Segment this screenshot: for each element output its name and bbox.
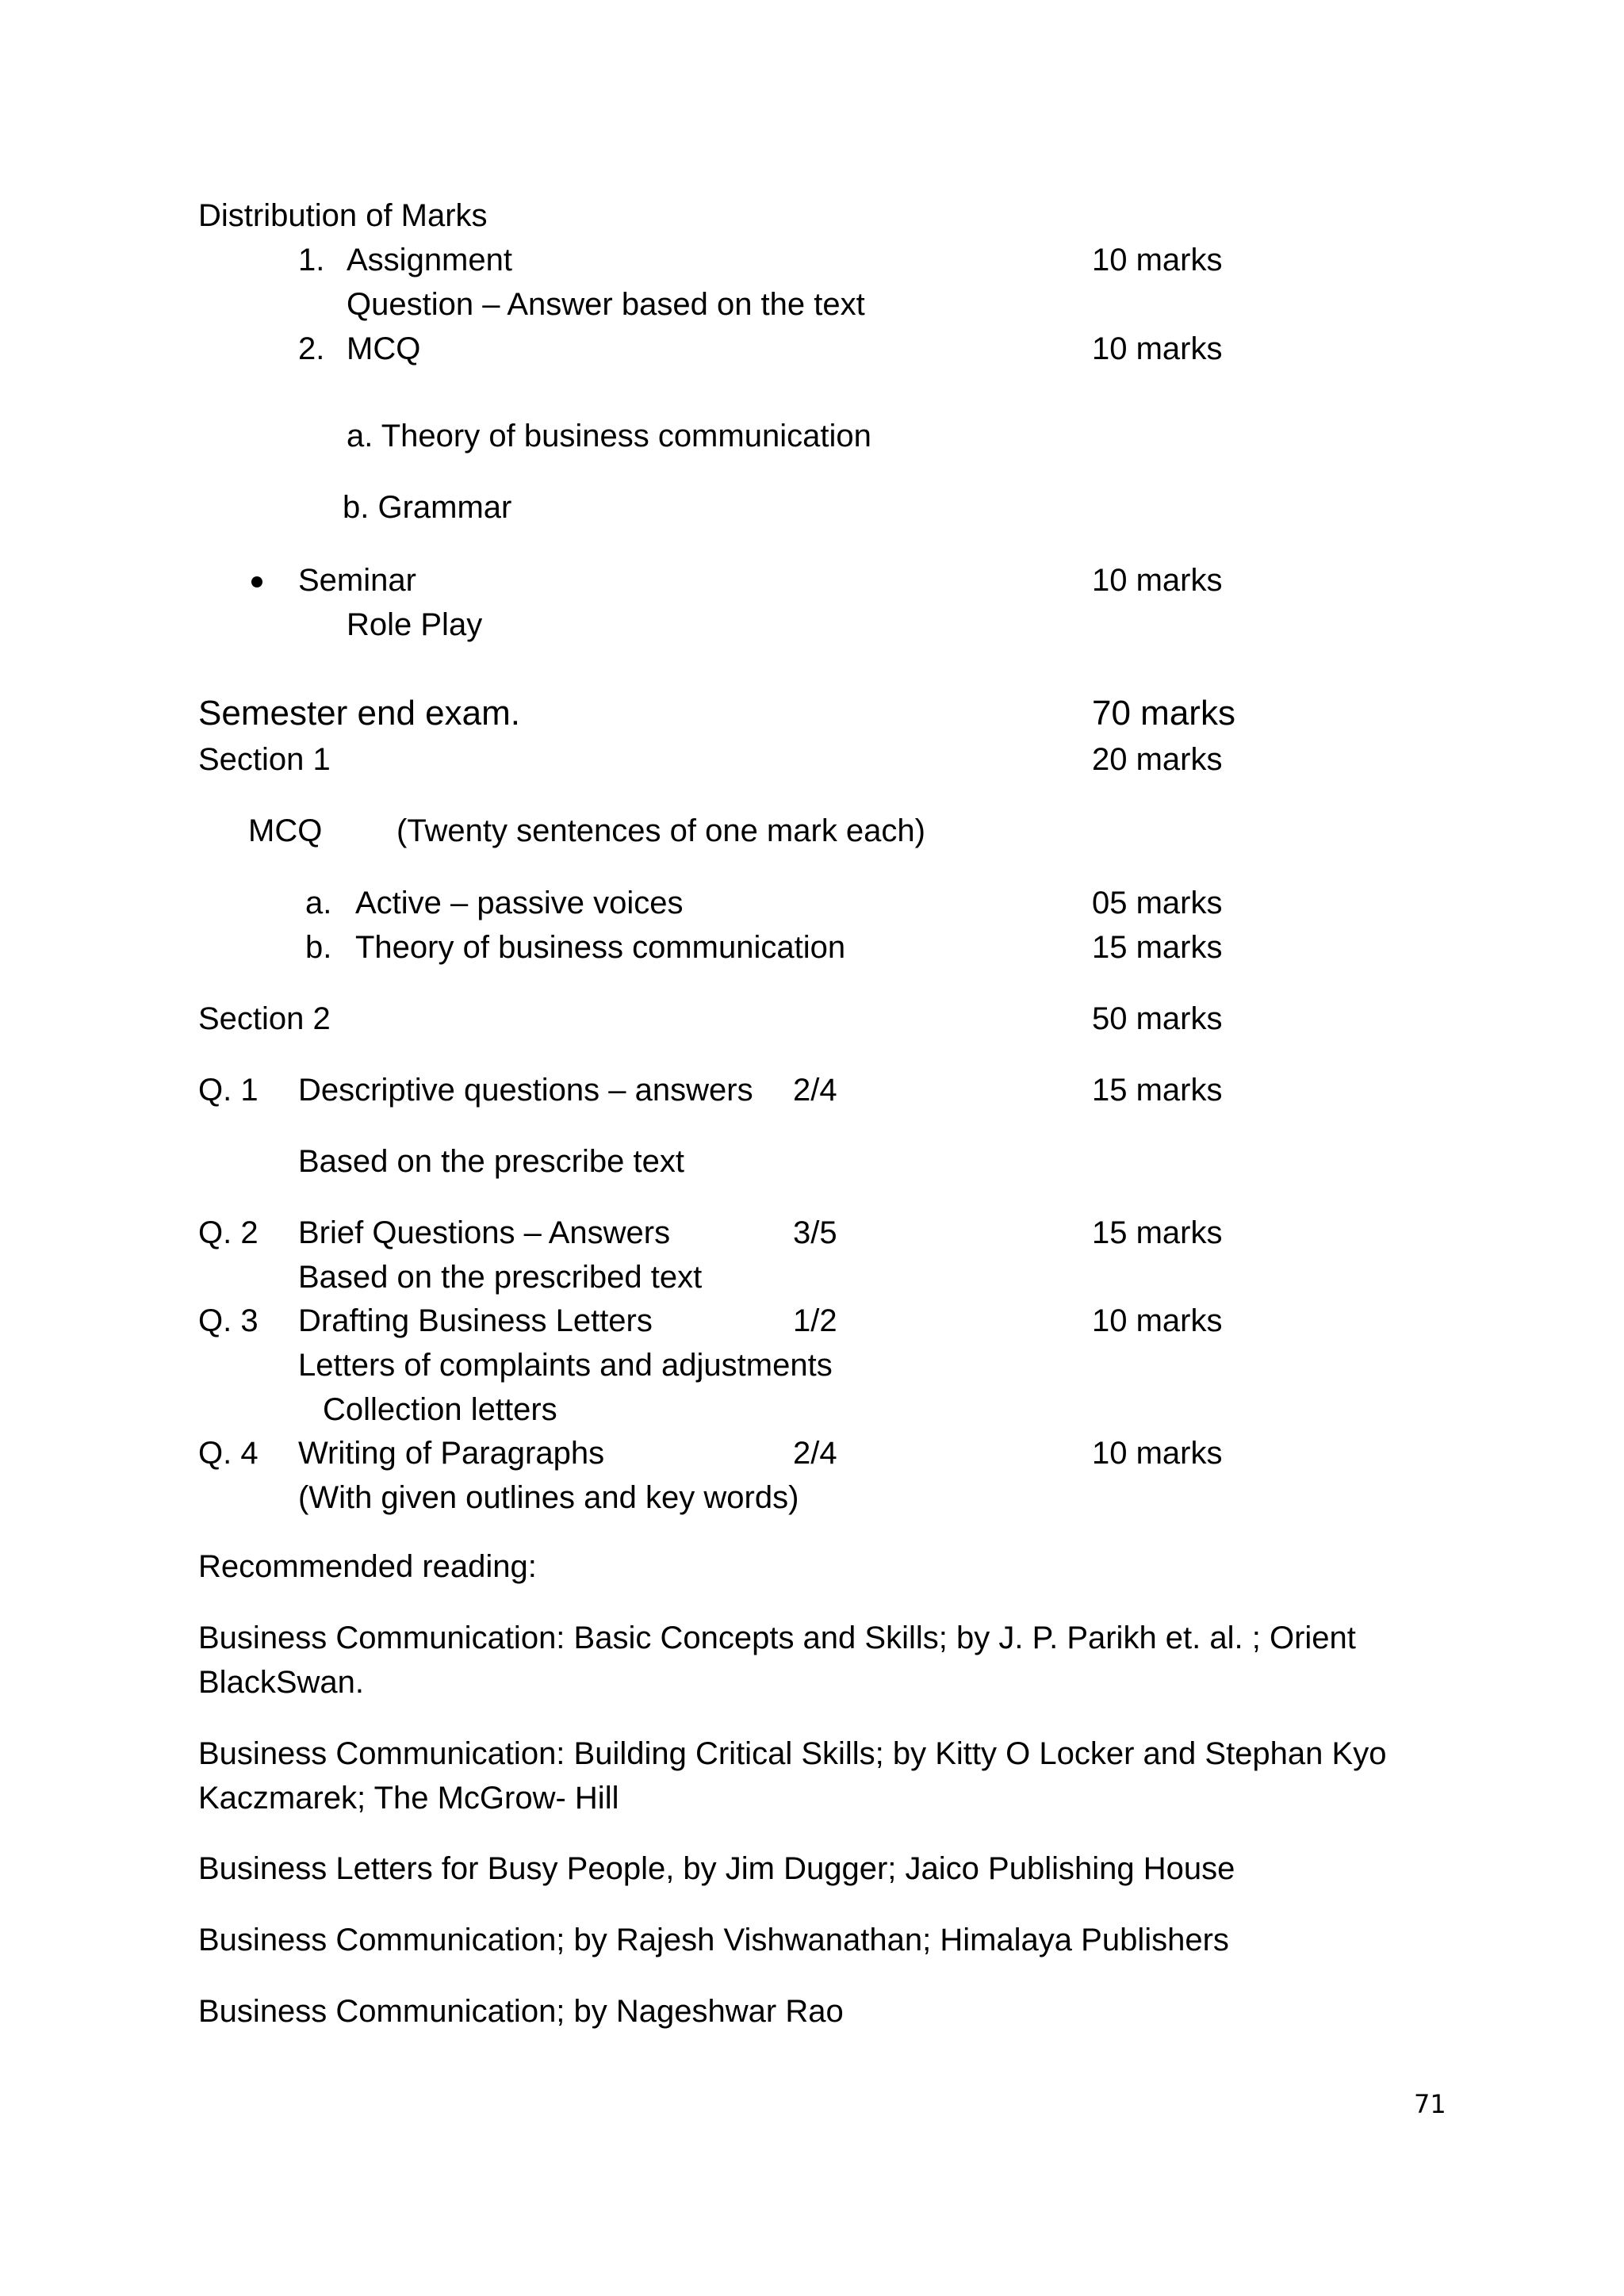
mcq-sub-b: b. Grammar — [343, 490, 512, 525]
q4-sub: (With given outlines and key words) — [298, 1480, 799, 1515]
section2-marks: 50 marks — [1092, 1001, 1223, 1036]
distribution-heading: Distribution of Marks — [198, 198, 488, 233]
q3-sub2: Collection letters — [323, 1392, 557, 1427]
q1-number: Q. 1 — [198, 1073, 259, 1108]
item2-number: 2. — [298, 331, 325, 366]
item2-label: MCQ — [347, 331, 421, 366]
seminar-label: Seminar — [298, 563, 416, 598]
reading-ref3: Business Letters for Busy People, by Jim Dugger; Jaico Publishing House — [198, 1851, 1235, 1886]
item1-number: 1. — [298, 243, 325, 277]
section1-a-marks: 05 marks — [1092, 886, 1223, 920]
semester-label: Semester end exam. — [198, 694, 520, 733]
q3-text: Drafting Business Letters — [298, 1303, 653, 1338]
q2-choice: 3/5 — [793, 1215, 837, 1250]
section1-mcq: MCQ — [248, 813, 323, 848]
item1-sub: Question – Answer based on the text — [347, 287, 865, 322]
q3-number: Q. 3 — [198, 1303, 259, 1338]
bullet-icon — [251, 576, 262, 587]
q2-sub: Based on the prescribed text — [298, 1260, 703, 1295]
q4-marks: 10 marks — [1092, 1436, 1223, 1471]
q1-text: Descriptive questions – answers — [298, 1073, 753, 1108]
reading-ref1-line1: Business Communication: Basic Concepts and Skills; by J. P. Parikh et. al. ; Orient — [198, 1621, 1356, 1655]
section1-mcq-note: (Twenty sentences of one mark each) — [396, 813, 925, 848]
q3-sub1: Letters of complaints and adjustments — [298, 1348, 833, 1383]
q4-text: Writing of Paragraphs — [298, 1436, 605, 1471]
item1-label: Assignment — [347, 243, 512, 277]
section1-b-letter: b. — [305, 930, 332, 965]
reading-heading: Recommended reading: — [198, 1549, 537, 1584]
q1-marks: 15 marks — [1092, 1073, 1223, 1108]
seminar-marks: 10 marks — [1092, 563, 1223, 598]
seminar-sub: Role Play — [347, 607, 483, 642]
semester-marks: 70 marks — [1092, 694, 1235, 733]
section1-marks: 20 marks — [1092, 742, 1223, 777]
section1-b-marks: 15 marks — [1092, 930, 1223, 965]
page-number: 71 — [1414, 2089, 1446, 2119]
q3-choice: 1/2 — [793, 1303, 837, 1338]
section1-b-text: Theory of business communication — [355, 930, 846, 965]
q2-number: Q. 2 — [198, 1215, 259, 1250]
item2-marks: 10 marks — [1092, 331, 1223, 366]
section1-a-text: Active – passive voices — [355, 886, 684, 920]
reading-ref2-line1: Business Communication: Building Critical Skills; by Kitty O Locker and Stephan Kyo — [198, 1736, 1387, 1771]
q2-marks: 15 marks — [1092, 1215, 1223, 1250]
section2-label: Section 2 — [198, 1001, 331, 1036]
reading-ref5: Business Communication; by Nageshwar Rao — [198, 1994, 844, 2029]
q1-choice: 2/4 — [793, 1073, 837, 1108]
reading-ref1-line2: BlackSwan. — [198, 1665, 364, 1700]
q2-text: Brief Questions – Answers — [298, 1215, 671, 1250]
section1-a-letter: a. — [305, 886, 332, 920]
q3-marks: 10 marks — [1092, 1303, 1223, 1338]
q4-number: Q. 4 — [198, 1436, 259, 1471]
q4-choice: 2/4 — [793, 1436, 837, 1471]
reading-ref4: Business Communication; by Rajesh Vishwanathan; Himalaya Publishers — [198, 1923, 1229, 1957]
mcq-sub-a: a. Theory of business communication — [347, 419, 871, 453]
q1-sub: Based on the prescribe text — [298, 1144, 684, 1179]
item1-marks: 10 marks — [1092, 243, 1223, 277]
section1-label: Section 1 — [198, 742, 331, 777]
reading-ref2-line2: Kaczmarek; The McGrow- Hill — [198, 1781, 619, 1816]
